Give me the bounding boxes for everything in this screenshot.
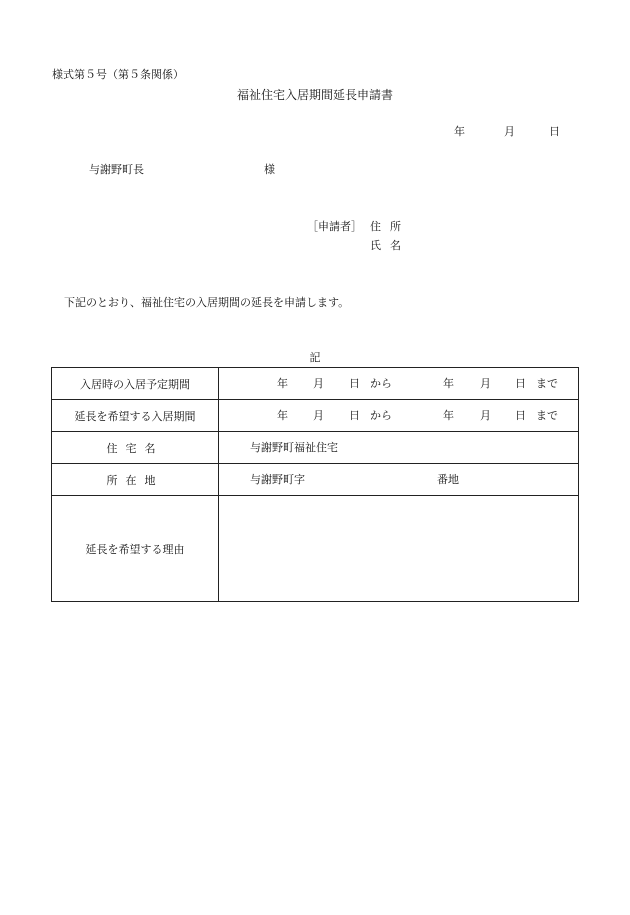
reason-label: 延長を希望する理由 <box>52 496 219 602</box>
table-row-reason <box>52 496 579 602</box>
form-number: 様式第５号（第５条関係） <box>52 68 184 81</box>
table-row-location <box>52 464 579 496</box>
location-label <box>52 464 219 496</box>
location-label-text: 所在地 <box>106 473 164 487</box>
extension-period-until: まで <box>536 409 558 422</box>
extension-period-month2: 月 <box>480 409 491 422</box>
table-row-current-period <box>52 368 579 400</box>
extension-period-from: から <box>370 409 392 422</box>
housing-name-field[interactable] <box>219 432 579 464</box>
current-period-day2: 日 <box>515 377 526 390</box>
extension-period-field[interactable] <box>219 400 579 432</box>
addressee-honorific: 様 <box>264 163 275 176</box>
location-field[interactable] <box>219 464 579 496</box>
applicant-label: ［申請者］ <box>307 220 362 233</box>
extension-period-day1: 日 <box>349 409 360 422</box>
current-period-day1: 日 <box>349 377 360 390</box>
document-title: 福祉住宅入居期間延長申請書 <box>236 88 393 102</box>
applicant-name-label: 氏名 <box>370 239 410 252</box>
date-month-label: 月 <box>504 125 515 138</box>
applicant-address-label: 住所 <box>370 220 410 233</box>
extension-period-day2: 日 <box>515 409 526 422</box>
current-period-month1: 月 <box>313 377 324 390</box>
addressee-name: 与謝野町長 <box>89 163 144 176</box>
application-table <box>51 367 579 602</box>
location-banchi: 番地 <box>437 473 459 486</box>
intro-text: 下記のとおり、福祉住宅の入居期間の延長を申請します。 <box>64 296 350 309</box>
current-period-until: まで <box>536 377 558 390</box>
reason-field[interactable] <box>219 496 579 602</box>
extension-period-month1: 月 <box>313 409 324 422</box>
current-period-field[interactable] <box>219 368 579 400</box>
date-day-label: 日 <box>549 125 560 138</box>
housing-name-label-text: 住宅名 <box>106 441 164 455</box>
extension-period-year1: 年 <box>277 409 288 422</box>
current-period-year2: 年 <box>443 377 454 390</box>
ki-heading: 記 <box>309 351 321 364</box>
extension-period-year2: 年 <box>443 409 454 422</box>
current-period-from: から <box>370 377 392 390</box>
table-row-housing-name <box>52 432 579 464</box>
location-value: 与謝野町字 <box>250 473 305 486</box>
extension-period-label: 延長を希望する入居期間 <box>52 400 219 432</box>
current-period-month2: 月 <box>480 377 491 390</box>
table-row-extension-period <box>52 400 579 432</box>
current-period-year1: 年 <box>277 377 288 390</box>
housing-name-value: 与謝野町福祉住宅 <box>250 441 338 454</box>
date-year-label: 年 <box>454 125 465 138</box>
current-period-label: 入居時の入居予定期間 <box>52 368 219 400</box>
housing-name-label <box>52 432 219 464</box>
